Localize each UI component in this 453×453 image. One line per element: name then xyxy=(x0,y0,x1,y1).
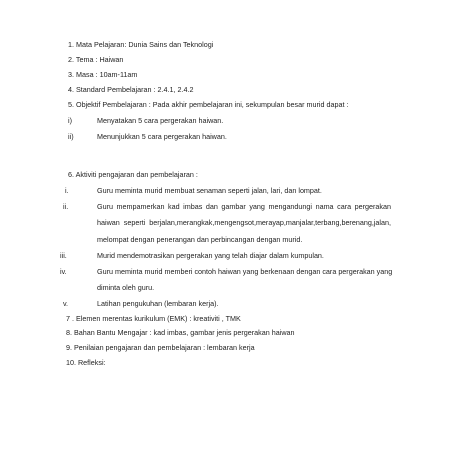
header-item-text: Masa : 10am-11am xyxy=(76,70,138,79)
activity-number-1: i. xyxy=(65,186,69,195)
activity-number-2: ii. xyxy=(63,202,69,211)
header-item-4 xyxy=(68,85,193,95)
header-item-text: Objektif Pembelajaran : Pada akhir pembelajaran ini, sekumpulan besar murid dapat : xyxy=(76,100,349,109)
header-item-1 xyxy=(68,40,213,50)
footer-item-refleksi: 10. Refleksi: xyxy=(66,358,106,367)
activities-heading: 6. Aktiviti pengajaran dan pembelajaran : xyxy=(68,170,198,179)
footer-item-penilaian: 9. Penilaian pengajaran dan pembelajaran : lembaran kerja xyxy=(66,343,255,352)
header-item-number: 3. xyxy=(68,70,74,79)
header-item-number: 5. xyxy=(68,100,74,109)
activity-1-line-1: Guru meminta murid membuat senaman seperti jalan, lari, dan lompat. xyxy=(97,186,322,195)
header-item-5 xyxy=(68,100,348,110)
activity-4-line-2: diminta oleh guru. xyxy=(97,283,155,292)
header-item-number: 2. xyxy=(68,55,74,64)
objective-text-1: Menyatakan 5 cara pergerakan haiwan. xyxy=(97,116,224,125)
objective-number-2: ii) xyxy=(68,132,74,141)
header-item-text: Mata Pelajaran: Dunia Sains dan Teknologi xyxy=(76,40,214,49)
activity-2-line-2: haiwan seperti berjalan,merangkak,mengengsot,merayap,manjalar,terbang,berenang,jalan, xyxy=(97,218,391,227)
header-item-text: Standard Pembelajaran : 2.4.1, 2.4.2 xyxy=(76,85,194,94)
activity-number-4: iv. xyxy=(60,267,67,276)
header-item-3 xyxy=(68,70,137,80)
objective-text-2: Menunjukkan 5 cara pergerakan haiwan. xyxy=(97,132,227,141)
header-item-number: 1. xyxy=(68,40,74,49)
footer-item-bbm: 8. Bahan Bantu Mengajar : kad imbas, gambar jenis pergerakan haiwan xyxy=(66,328,295,337)
activity-number-5: v. xyxy=(63,299,69,308)
activity-5-line-1: Latihan pengukuhan (lembaran kerja). xyxy=(97,299,219,308)
activity-3-line-1: Murid mendemotrasikan pergerakan yang telah diajar dalam kumpulan. xyxy=(97,251,324,260)
header-item-text: Tema : Haiwan xyxy=(75,55,124,64)
header-item-2 xyxy=(68,55,123,65)
header-item-number: 4. xyxy=(68,85,74,94)
activity-2-line-1: Guru mempamerkan kad imbas dan gambar yang mengandungi nama cara pergerakan xyxy=(97,202,391,211)
objective-number-1: i) xyxy=(68,116,72,125)
footer-item-emk: 7 . Elemen merentas kurikulum (EMK) : kreativiti , TMK xyxy=(66,314,241,323)
activity-number-3: iii. xyxy=(60,251,67,260)
activity-2-line-3: melompat dengan penerangan dan perbincangan dengan murid. xyxy=(97,235,303,244)
activity-4-line-1: Guru meminta murid memberi contoh haiwan yang berkenaan dengan cara pergerakan yang xyxy=(97,267,393,276)
